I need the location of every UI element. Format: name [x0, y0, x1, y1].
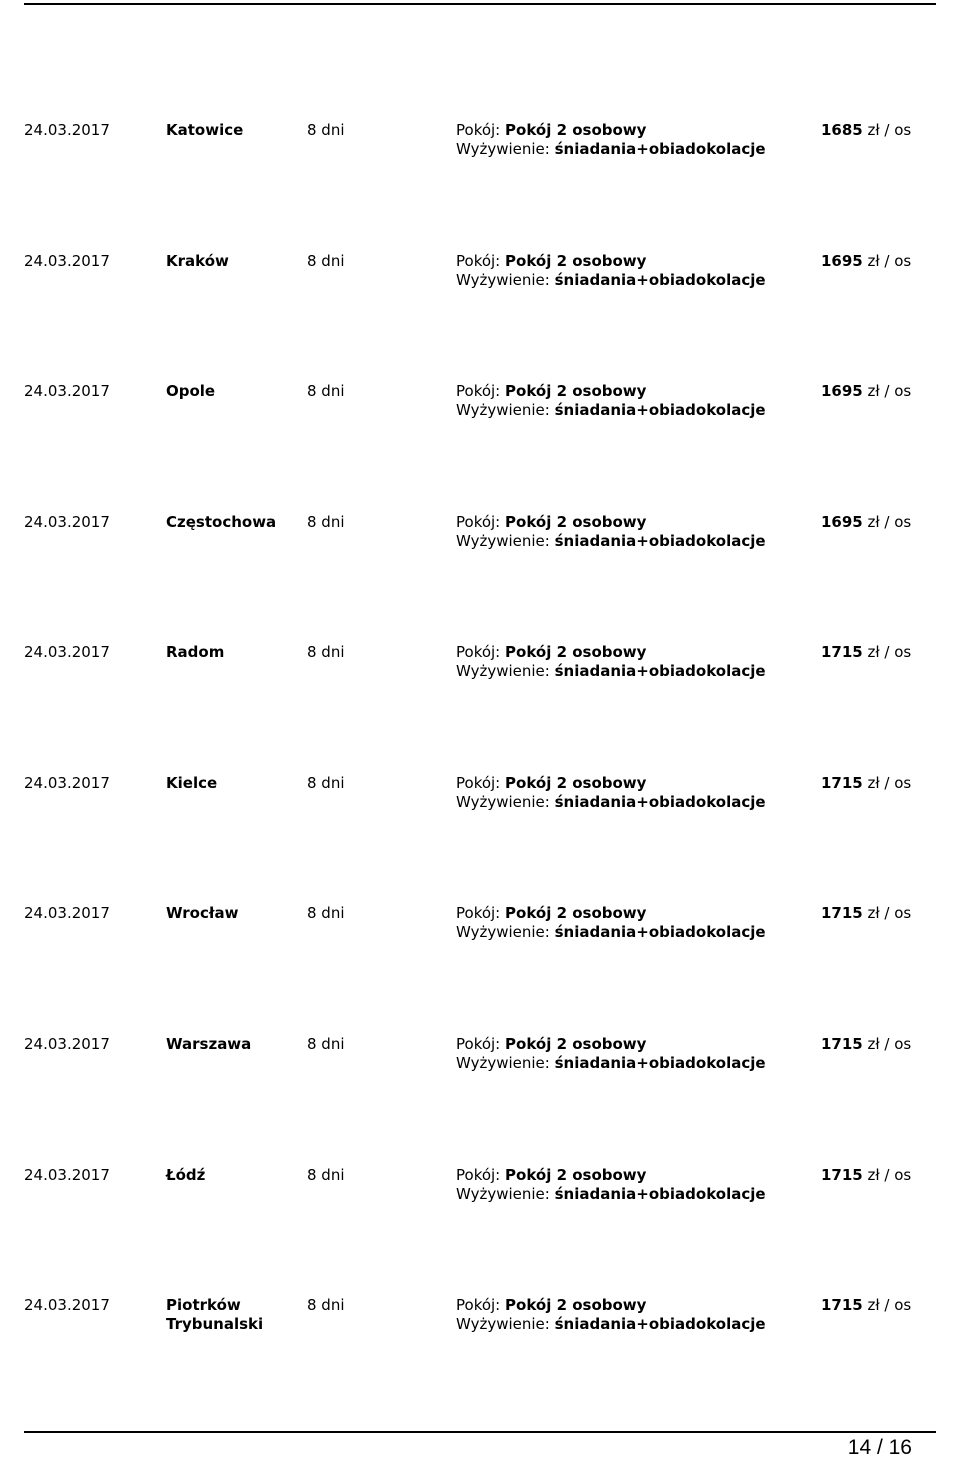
- offer-price: [821, 1166, 911, 1185]
- board-value: śniadania+obiadokolacje: [554, 1315, 766, 1333]
- offer-city: Warszawa: [166, 1035, 252, 1053]
- board-line: [456, 1054, 766, 1073]
- offer-date: 24.03.2017: [24, 121, 110, 139]
- offer-duration: 8 dni: [307, 774, 345, 792]
- room-value: Pokój 2 osobowy: [505, 1166, 647, 1184]
- top-divider: [24, 3, 936, 5]
- room-label: Pokój:: [456, 252, 501, 270]
- offer-date: 24.03.2017: [24, 252, 110, 270]
- offer-row: [0, 904, 960, 944]
- offer-price: [821, 121, 911, 140]
- offer-duration: 8 dni: [307, 1166, 345, 1184]
- board-value: śniadania+obiadokolacje: [554, 1185, 766, 1203]
- offer-details: [456, 121, 766, 159]
- offer-details: [456, 252, 766, 290]
- offer-price: [821, 252, 911, 271]
- price-value: 1715: [821, 1035, 863, 1053]
- board-label: Wyżywienie:: [456, 271, 550, 289]
- price-value: 1715: [821, 774, 863, 792]
- price-unit: zł / os: [867, 1296, 912, 1314]
- room-label: Pokój:: [456, 121, 501, 139]
- room-value: Pokój 2 osobowy: [505, 1035, 647, 1053]
- offer-details: [456, 513, 766, 551]
- offer-price: [821, 904, 911, 923]
- offer-date: 24.03.2017: [24, 513, 110, 531]
- offer-row: [0, 513, 960, 553]
- room-value: Pokój 2 osobowy: [505, 252, 647, 270]
- offer-details: [456, 904, 766, 942]
- room-label: Pokój:: [456, 774, 501, 792]
- offer-city: Opole: [166, 382, 216, 400]
- room-value: Pokój 2 osobowy: [505, 643, 647, 661]
- room-line: [456, 382, 766, 401]
- offer-price: [821, 513, 911, 532]
- room-line: [456, 513, 766, 532]
- board-line: [456, 1185, 766, 1204]
- offer-details: [456, 1166, 766, 1204]
- board-label: Wyżywienie:: [456, 140, 550, 158]
- board-line: [456, 1315, 766, 1334]
- board-value: śniadania+obiadokolacje: [554, 1054, 766, 1072]
- board-line: [456, 401, 766, 420]
- offer-duration: 8 dni: [307, 1296, 345, 1314]
- room-label: Pokój:: [456, 513, 501, 531]
- offer-duration: 8 dni: [307, 904, 345, 922]
- offer-row: [0, 382, 960, 422]
- offer-duration: 8 dni: [307, 643, 345, 661]
- offer-duration: 8 dni: [307, 1035, 345, 1053]
- price-value: 1715: [821, 1296, 863, 1314]
- page-number: 14 / 16: [847, 1436, 912, 1459]
- price-value: 1685: [821, 121, 863, 139]
- room-line: [456, 1035, 766, 1054]
- price-value: 1715: [821, 1166, 863, 1184]
- board-label: Wyżywienie:: [456, 793, 550, 811]
- room-value: Pokój 2 osobowy: [505, 513, 647, 531]
- price-unit: zł / os: [867, 1166, 912, 1184]
- board-line: [456, 793, 766, 812]
- board-value: śniadania+obiadokolacje: [554, 140, 766, 158]
- room-line: [456, 121, 766, 140]
- footer-divider: [24, 1431, 936, 1433]
- room-line: [456, 1166, 766, 1185]
- offer-row: [0, 1296, 960, 1336]
- price-unit: zł / os: [867, 1035, 912, 1053]
- board-label: Wyżywienie:: [456, 401, 550, 419]
- offer-duration: 8 dni: [307, 252, 345, 270]
- room-line: [456, 252, 766, 271]
- board-line: [456, 271, 766, 290]
- room-value: Pokój 2 osobowy: [505, 774, 647, 792]
- offer-price: [821, 1035, 911, 1054]
- board-line: [456, 532, 766, 551]
- offer-details: [456, 1035, 766, 1073]
- room-label: Pokój:: [456, 1296, 501, 1314]
- room-value: Pokój 2 osobowy: [505, 904, 647, 922]
- offer-city: Radom: [166, 643, 225, 661]
- price-unit: zł / os: [867, 382, 912, 400]
- offer-details: [456, 1296, 766, 1334]
- offer-details: [456, 774, 766, 812]
- offer-date: 24.03.2017: [24, 382, 110, 400]
- room-line: [456, 643, 766, 662]
- offer-row: [0, 1166, 960, 1206]
- room-label: Pokój:: [456, 382, 501, 400]
- price-value: 1695: [821, 252, 863, 270]
- offer-date: 24.03.2017: [24, 643, 110, 661]
- price-unit: zł / os: [867, 904, 912, 922]
- offer-price: [821, 643, 911, 662]
- offer-city: Kraków: [166, 252, 229, 270]
- offer-row: [0, 252, 960, 292]
- price-value: 1695: [821, 513, 863, 531]
- board-line: [456, 662, 766, 681]
- offer-city: Kielce: [166, 774, 218, 792]
- offer-city: Katowice: [166, 121, 244, 139]
- price-unit: zł / os: [867, 774, 912, 792]
- offer-duration: 8 dni: [307, 513, 345, 531]
- offer-date: 24.03.2017: [24, 904, 110, 922]
- board-label: Wyżywienie:: [456, 1315, 550, 1333]
- board-label: Wyżywienie:: [456, 923, 550, 941]
- offer-details: [456, 643, 766, 681]
- room-line: [456, 1296, 766, 1315]
- offer-date: 24.03.2017: [24, 1296, 110, 1314]
- board-line: [456, 140, 766, 159]
- room-value: Pokój 2 osobowy: [505, 382, 647, 400]
- board-label: Wyżywienie:: [456, 532, 550, 550]
- room-value: Pokój 2 osobowy: [505, 1296, 647, 1314]
- board-value: śniadania+obiadokolacje: [554, 662, 766, 680]
- offer-row: [0, 121, 960, 161]
- price-unit: zł / os: [867, 252, 912, 270]
- price-value: 1695: [821, 382, 863, 400]
- offer-city: Łódź: [166, 1166, 206, 1184]
- offer-row: [0, 774, 960, 814]
- room-label: Pokój:: [456, 1166, 501, 1184]
- offer-date: 24.03.2017: [24, 774, 110, 792]
- board-line: [456, 923, 766, 942]
- board-value: śniadania+obiadokolacje: [554, 793, 766, 811]
- price-unit: zł / os: [867, 513, 912, 531]
- offer-price: [821, 1296, 911, 1315]
- price-unit: zł / os: [867, 121, 912, 139]
- room-line: [456, 904, 766, 923]
- room-label: Pokój:: [456, 904, 501, 922]
- offer-row: [0, 643, 960, 683]
- room-label: Pokój:: [456, 1035, 501, 1053]
- offer-price: [821, 382, 911, 401]
- room-label: Pokój:: [456, 643, 501, 661]
- price-unit: zł / os: [867, 643, 912, 661]
- offer-city: Wrocław: [166, 904, 239, 922]
- room-line: [456, 774, 766, 793]
- board-value: śniadania+obiadokolacje: [554, 401, 766, 419]
- offer-date: 24.03.2017: [24, 1166, 110, 1184]
- offer-details: [456, 382, 766, 420]
- board-value: śniadania+obiadokolacje: [554, 532, 766, 550]
- offer-duration: 8 dni: [307, 121, 345, 139]
- price-value: 1715: [821, 904, 863, 922]
- offer-date: 24.03.2017: [24, 1035, 110, 1053]
- room-value: Pokój 2 osobowy: [505, 121, 647, 139]
- offer-price: [821, 774, 911, 793]
- board-value: śniadania+obiadokolacje: [554, 271, 766, 289]
- offer-city: Piotrków Trybunalski: [166, 1296, 264, 1333]
- board-label: Wyżywienie:: [456, 1054, 550, 1072]
- board-label: Wyżywienie:: [456, 1185, 550, 1203]
- price-value: 1715: [821, 643, 863, 661]
- offer-city: Częstochowa: [166, 513, 277, 531]
- offer-row: [0, 1035, 960, 1075]
- board-label: Wyżywienie:: [456, 662, 550, 680]
- offer-duration: 8 dni: [307, 382, 345, 400]
- board-value: śniadania+obiadokolacje: [554, 923, 766, 941]
